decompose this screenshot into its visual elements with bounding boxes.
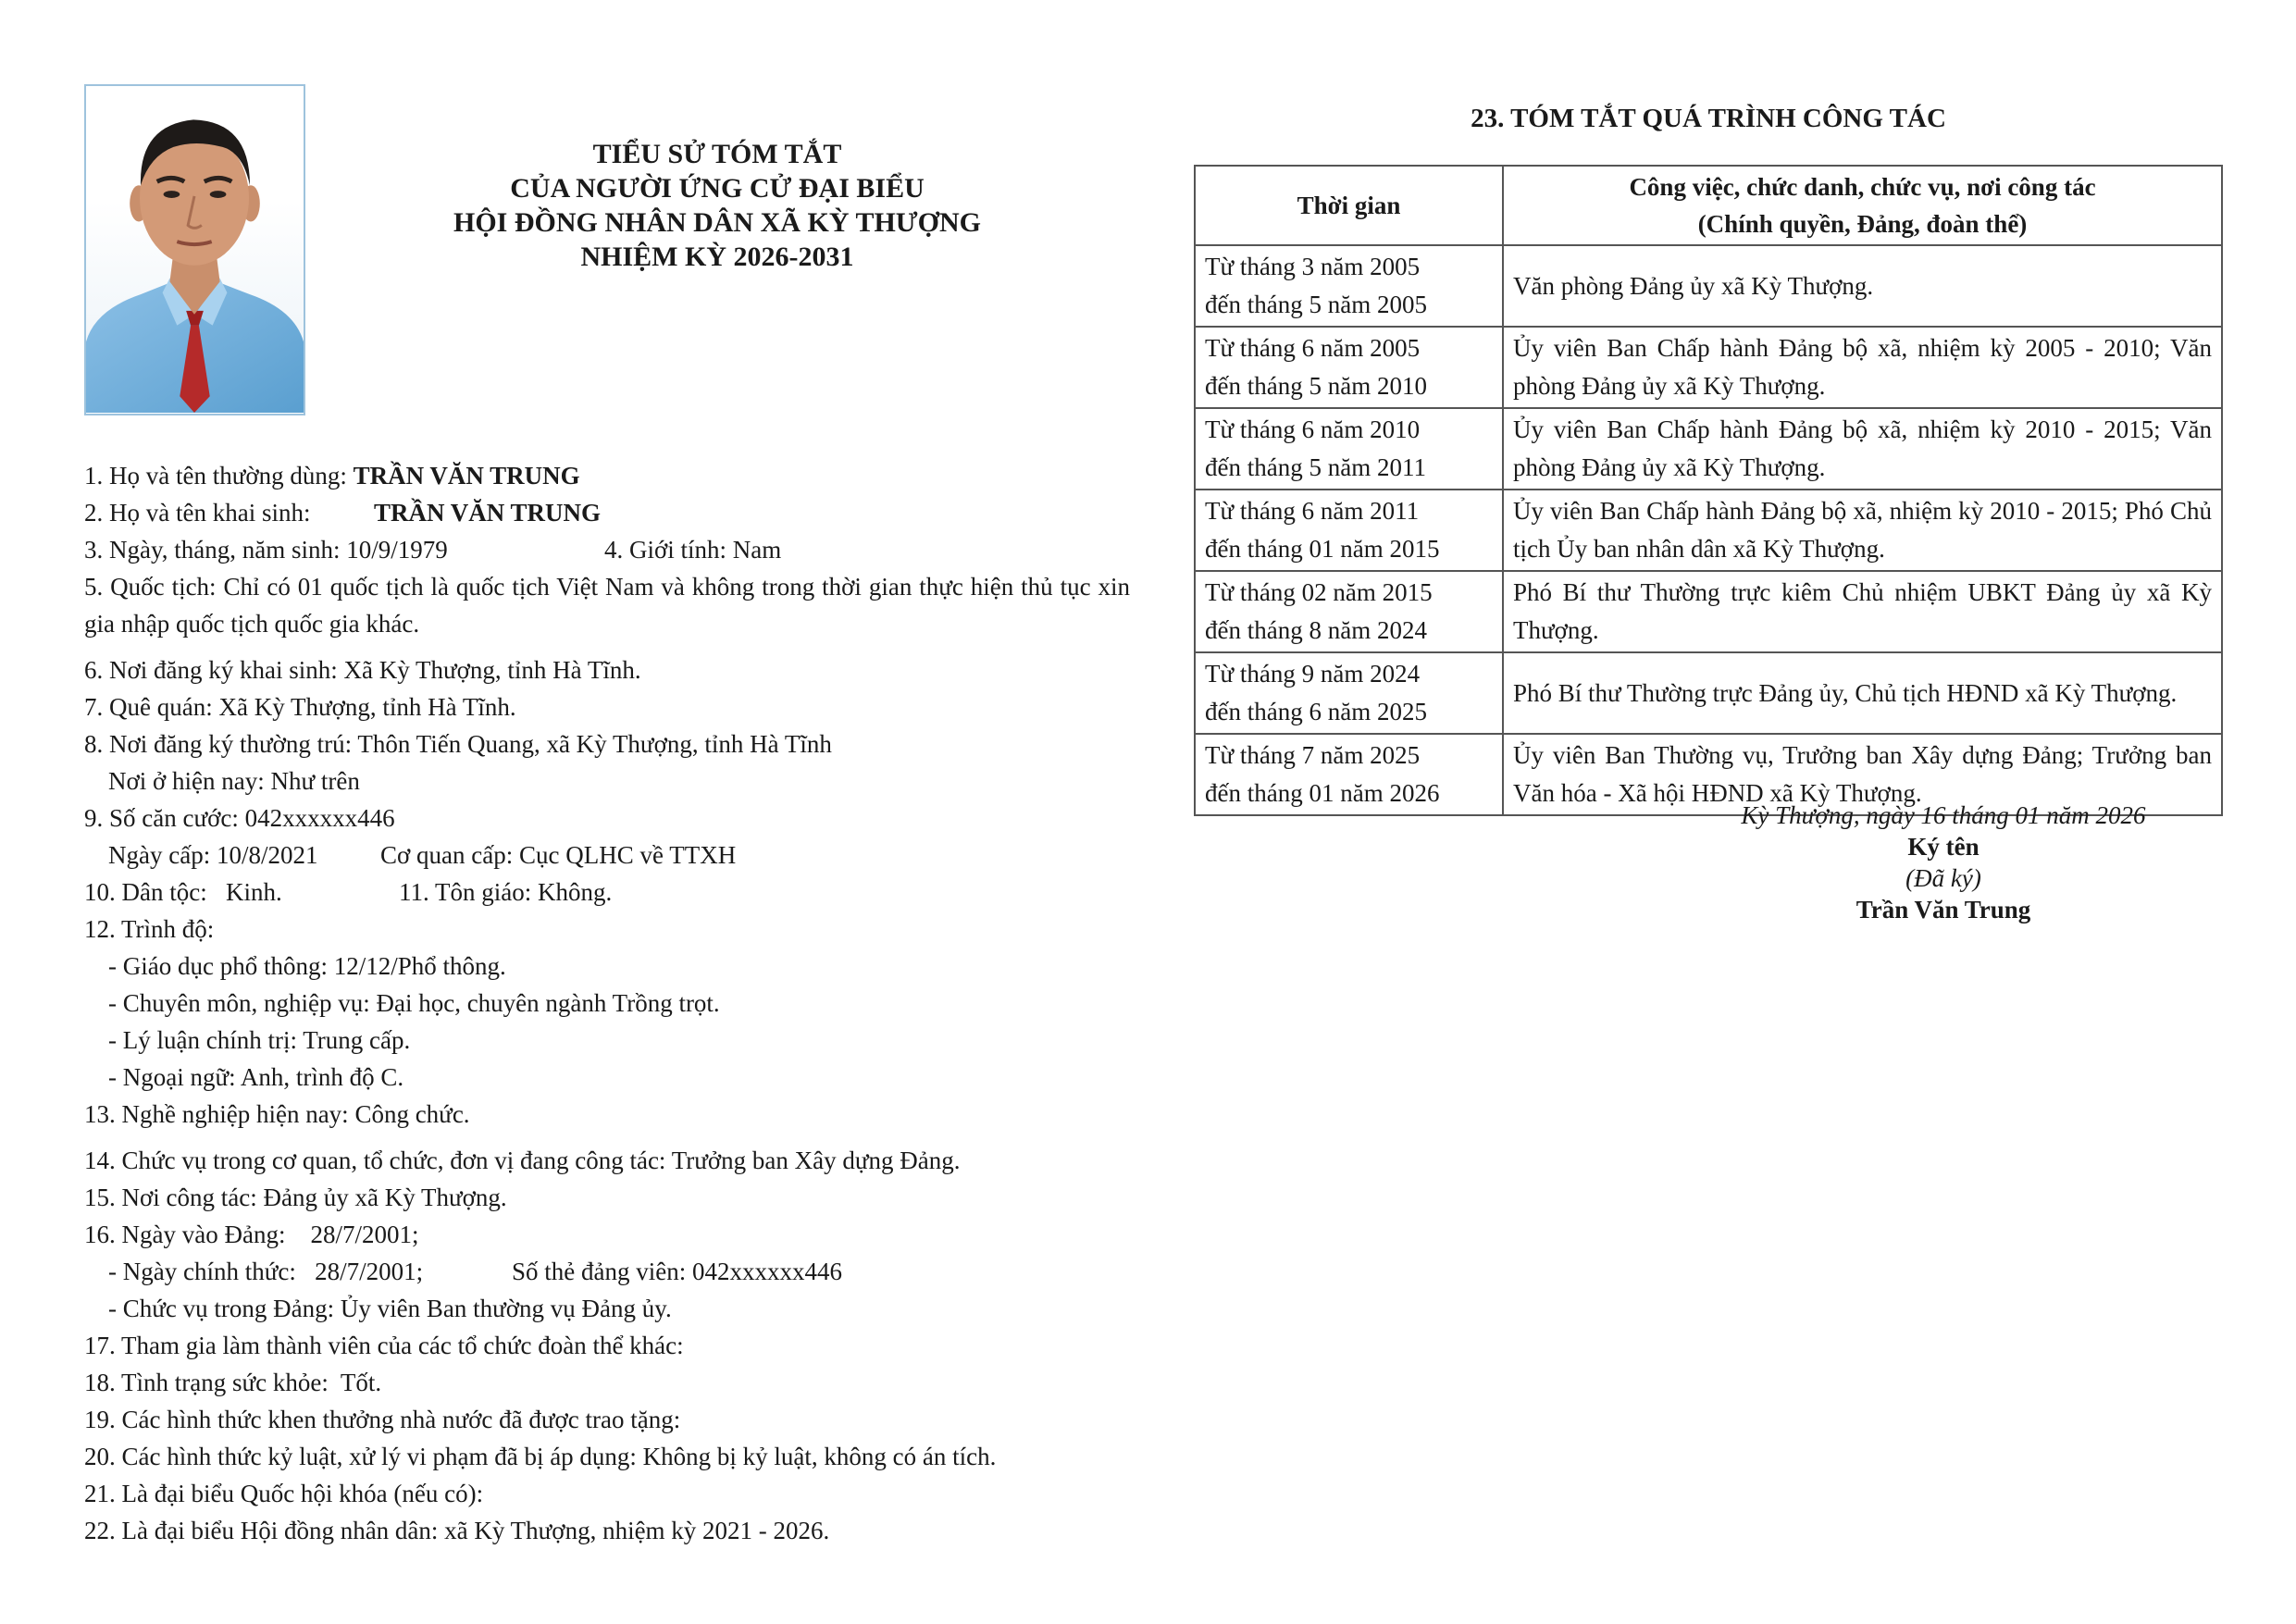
id-issue-info <box>84 837 1130 874</box>
time-cell <box>1195 652 1503 734</box>
current-residence: Nơi ở hiện nay: Như trên <box>108 767 360 795</box>
career-table <box>1194 165 2223 816</box>
table-row <box>1195 571 2222 652</box>
column-header-work-line-1: Công việc, chức danh, chức vụ, nơi công tác <box>1629 173 2096 201</box>
signed-note: (Đã ký) <box>1905 864 1981 892</box>
gender: 4. Giới tính: Nam <box>604 536 782 564</box>
education-professional: - Chuyên môn, nghiệp vụ: Đại học, chuyên ngành Trồng trọt. <box>108 989 720 1017</box>
table-row <box>1195 245 2222 327</box>
info-item-2 <box>84 494 1130 531</box>
career-section-title: 23. TÓM TẮT QUÁ TRÌNH CÔNG TÁC <box>1471 104 1946 133</box>
info-item-7: 7. Quê quán: Xã Kỳ Thượng, tỉnh Hà Tĩnh. <box>84 693 516 721</box>
time-to: đến tháng 5 năm 2010 <box>1205 372 1427 400</box>
info-item-18: 18. Tình trạng sức khỏe: Tốt. <box>84 1369 382 1396</box>
info-item-15: 15. Nơi công tác: Đảng ủy xã Kỳ Thượng. <box>84 1184 507 1211</box>
work-cell: Ủy viên Ban Chấp hành Đảng bộ xã, nhiệm kỳ 2005 - 2010; Văn phòng Đảng ủy xã Kỳ Thượng. <box>1503 327 2222 408</box>
ethnicity: 10. Dân tộc: Kinh. <box>84 878 282 906</box>
career-table-header <box>1195 166 2222 245</box>
column-header-work <box>1503 166 2222 245</box>
info-item-21: 21. Là đại biểu Quốc hội khóa (nếu có): <box>84 1480 484 1507</box>
work-cell: Văn phòng Đảng ủy xã Kỳ Thượng. <box>1503 245 2222 327</box>
time-from: Từ tháng 02 năm 2015 <box>1205 578 1433 606</box>
portrait-photo <box>84 84 305 415</box>
info-label: 1. Họ và tên thường dùng: <box>84 462 354 490</box>
party-official-date: - Ngày chính thức: 28/7/2001; <box>108 1258 424 1285</box>
info-item-8: 8. Nơi đăng ký thường trú: Thôn Tiến Quang, xã Kỳ Thượng, tỉnh Hà Tĩnh <box>84 730 832 758</box>
info-item-9: 9. Số căn cước: 042xxxxxx446 <box>84 804 395 832</box>
time-to: đến tháng 5 năm 2005 <box>1205 291 1427 318</box>
time-cell <box>1195 327 1503 408</box>
table-row <box>1195 408 2222 490</box>
birth-name-value: TRẦN VĂN TRUNG <box>374 499 602 527</box>
column-header-time: Thời gian <box>1195 166 1503 245</box>
time-to: đến tháng 5 năm 2011 <box>1205 453 1426 481</box>
info-item-10-11 <box>84 874 1130 911</box>
birth-date: 3. Ngày, tháng, năm sinh: 10/9/1979 <box>84 536 448 564</box>
time-to: đến tháng 6 năm 2025 <box>1205 698 1427 725</box>
info-item-20: 20. Các hình thức kỷ luật, xử lý vi phạm đã bị áp dụng: Không bị kỷ luật, không có án tích. <box>84 1443 997 1470</box>
portrait-illustration <box>86 86 304 414</box>
info-item-5: 5. Quốc tịch: Chỉ có 01 quốc tịch là quốc tịch Việt Nam và không trong thời gian thực hiện thủ tục xin gia nhập quốc tịch quốc gia khác. <box>84 573 1130 638</box>
info-item-12: 12. Trình độ: <box>84 915 215 943</box>
party-official-info <box>84 1253 1130 1290</box>
time-cell <box>1195 490 1503 571</box>
time-from: Từ tháng 7 năm 2025 <box>1205 741 1421 769</box>
heading-line-3: HỘI ĐỒNG NHÂN DÂN XÃ KỲ THƯỢNG <box>453 207 981 238</box>
time-to: đến tháng 8 năm 2024 <box>1205 616 1427 644</box>
time-cell <box>1195 408 1503 490</box>
time-cell <box>1195 734 1503 815</box>
time-from: Từ tháng 9 năm 2024 <box>1205 660 1421 688</box>
heading-line-4: NHIỆM KỲ 2026-2031 <box>580 242 854 272</box>
time-to: đến tháng 01 năm 2026 <box>1205 779 1440 807</box>
info-item-17: 17. Tham gia làm thành viên của các tổ chức đoàn thể khác: <box>84 1332 684 1359</box>
info-item-16: 16. Ngày vào Đảng: 28/7/2001; <box>84 1221 419 1248</box>
info-item-22: 22. Là đại biểu Hội đồng nhân dân: xã Kỳ Thượng, nhiệm kỳ 2021 - 2026. <box>84 1517 830 1544</box>
info-item-6: 6. Nơi đăng ký khai sinh: Xã Kỳ Thượng, tỉnh Hà Tĩnh. <box>84 656 641 684</box>
common-name-value: TRẦN VĂN TRUNG <box>353 462 580 490</box>
place-date: Kỳ Thượng, ngày 16 tháng 01 năm 2026 <box>1741 801 2146 829</box>
time-to: đến tháng 01 năm 2015 <box>1205 535 1440 563</box>
heading-line-2: CỦA NGƯỜI ỨNG CỬ ĐẠI BIỂU <box>510 173 925 204</box>
document-heading <box>352 137 1083 274</box>
work-cell: Ủy viên Ban Chấp hành Đảng bộ xã, nhiệm kỳ 2010 - 2015; Văn phòng Đảng ủy xã Kỳ Thượng. <box>1503 408 2222 490</box>
personal-info <box>84 457 1130 1549</box>
time-cell <box>1195 571 1503 652</box>
table-row <box>1195 327 2222 408</box>
party-card-number: Số thẻ đảng viên: 042xxxxxx446 <box>512 1258 842 1285</box>
column-header-work-line-2: (Chính quyền, Đảng, đoàn thể) <box>1697 210 2028 238</box>
table-row <box>1195 652 2222 734</box>
sign-label: Ký tên <box>1907 833 1980 861</box>
party-position: - Chức vụ trong Đảng: Ủy viên Ban thường vụ Đảng ủy. <box>108 1295 672 1322</box>
work-cell: Ủy viên Ban Chấp hành Đảng bộ xã, nhiệm kỳ 2010 - 2015; Phó Chủ tịch Ủy ban nhân dân xã Kỳ Thượng. <box>1503 490 2222 571</box>
info-item-1 <box>84 457 1130 494</box>
work-cell: Phó Bí thư Thường trực kiêm Chủ nhiệm UBKT Đảng ủy xã Kỳ Thượng. <box>1503 571 2222 652</box>
table-row <box>1195 490 2222 571</box>
heading-line-1: TIỂU SỬ TÓM TẮT <box>592 139 842 169</box>
info-item-14: 14. Chức vụ trong cơ quan, tổ chức, đơn vị đang công tác: Trưởng ban Xây dựng Đảng. <box>84 1147 961 1174</box>
time-from: Từ tháng 6 năm 2010 <box>1205 415 1421 443</box>
info-label: 2. Họ và tên khai sinh: <box>84 499 311 527</box>
info-item-13: 13. Nghề nghiệp hiện nay: Công chức. <box>84 1100 470 1128</box>
time-cell <box>1195 245 1503 327</box>
signer-name: Trần Văn Trung <box>1855 896 2031 924</box>
education-general: - Giáo dục phổ thông: 12/12/Phổ thông. <box>108 952 506 980</box>
time-from: Từ tháng 6 năm 2011 <box>1205 497 1420 525</box>
time-from: Từ tháng 3 năm 2005 <box>1205 253 1421 280</box>
id-issue-date: Ngày cấp: 10/8/2021 <box>108 841 318 869</box>
work-cell: Ủy viên Ban Thường vụ, Trưởng ban Xây dựng Đảng; Trưởng ban Văn hóa - Xã hội HĐND xã Kỳ Thượng. <box>1503 734 2222 815</box>
religion: 11. Tôn giáo: Không. <box>399 878 613 906</box>
education-language: - Ngoại ngữ: Anh, trình độ C. <box>108 1063 404 1091</box>
work-cell: Phó Bí thư Thường trực Đảng ủy, Chủ tịch HĐND xã Kỳ Thượng. <box>1503 652 2222 734</box>
education-political: - Lý luận chính trị: Trung cấp. <box>108 1026 411 1054</box>
time-from: Từ tháng 6 năm 2005 <box>1205 334 1421 362</box>
signature-block <box>1703 800 2184 925</box>
info-item-19: 19. Các hình thức khen thưởng nhà nước đã được trao tặng: <box>84 1406 681 1433</box>
id-issuer: Cơ quan cấp: Cục QLHC về TTXH <box>380 841 737 869</box>
info-item-3-4 <box>84 531 1130 568</box>
